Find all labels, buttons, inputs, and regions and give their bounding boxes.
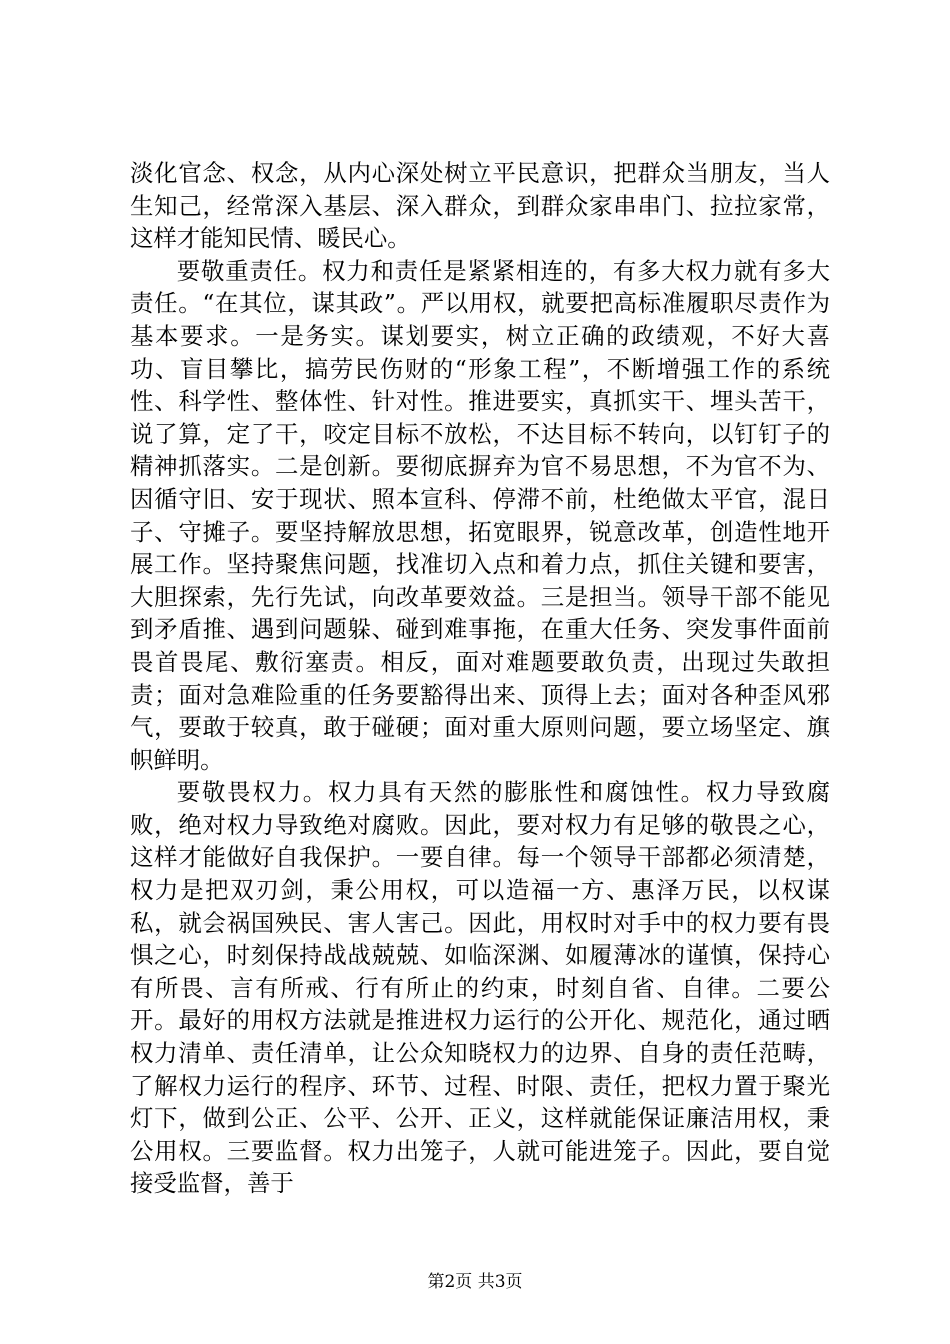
page-number-footer: 第2页 共3页 [427,1272,523,1292]
paragraph-respect-responsibility: 要敬重责任。权力和责任是紧紧相连的，有多大权力就有多大责任。“在其位，谋其政”。严以用权，就要把高标准履职尽责作为基本要求。一是务实。谋划要实，树立正确的政绩观，不好大喜功、盲目攀比，搞劳民伤财的“形象工程”，不断增强工作的系统性、科学性、整体性、针对性。推进要实，真抓实干、埋头苦干，说了算，定了干，咬定目标不放松，不达目标不转向，以钉钉子的精神抓落实。二是创新。要彻底摒弃为官不易思想，不为官不为、因循守旧、安于现状、照本宣科、停滞不前，杜绝做太平官，混日子、守摊子。要坚持解放思想，拓宽眼界，锐意改革，创造性地开展工作。坚持聚焦问题，找准切入点和着力点，抓住关键和要害，大胆探索，先行先试，向改革要效益。三是担当。领导干部不能见到矛盾推、遇到问题躲、碰到难事拖，在重大任务、突发事件面前畏首畏尾、敷衍塞责。相反，面对难题要敢负责，出现过失敢担责；面对急难险重的任务要豁得出来、顶得上去；面对各种歪风邪气，要敢于较真，敢于碰硬；面对重大原则问题，要立场坚定、旗帜鲜明。 [130,256,830,774]
paragraph-continuation: 淡化官念、权念，从内心深处树立平民意识，把群众当朋友，当人生知己，经常深入基层、深入群众，到群众家串串门、拉拉家常，这样才能知民情、暖民心。 [130,159,830,253]
document-body [130,157,830,1200]
paragraph-respect-power: 要敬畏权力。权力具有天然的膨胀性和腐蚀性。权力导致腐败，绝对权力导致绝对腐败。因此，要对权力有足够的敬畏之心，这样才能做好自我保护。一要自律。每一个领导干部都必须清楚，权力是把双刃剑，秉公用权，可以造福一方、惠泽万民，以权谋私，就会祸国殃民、害人害己。因此，用权时对手中的权力要有畏惧之心，时刻保持战战兢兢、如临深渊、如履薄冰的谨慎，保持心有所畏、言有所戒、行有所止的约束，时刻自省、自律。二要公开。最好的用权方法就是推进权力运行的公开化、规范化，通过晒权力清单、责任清单，让公众知晓权力的边界、自身的责任范畴，了解权力运行的程序、环节、过程、时限、责任，把权力置于聚光灯下，做到公正、公平、公开、正义，这样就能保证廉洁用权，秉公用权。三要监督。权力出笼子，人就可能进笼子。因此，要自觉接受监督，善于 [130,778,830,1198]
